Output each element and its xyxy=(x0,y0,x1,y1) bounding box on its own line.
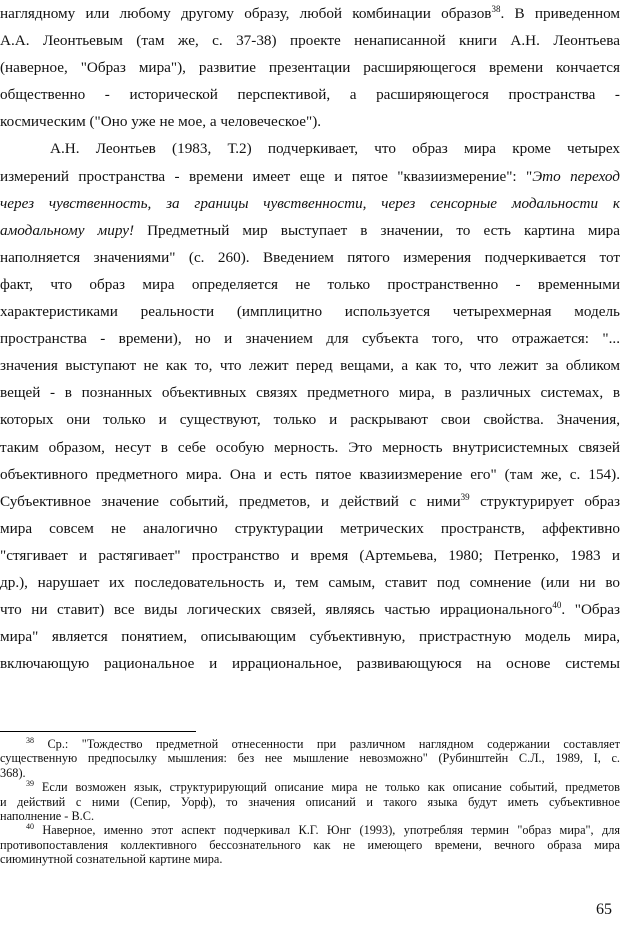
text-line: вещей - в познанных объективных связях предметного мира, в различных системах, в xyxy=(0,384,620,402)
text-line: которых они только и существуют, только и раскрывают свои свойства. Значения, xyxy=(0,411,620,429)
text-line: А.А. Леонтьевым (там же, с. 37-38) проекте ненаписанной книги А.Н. Леонтьева xyxy=(0,32,620,50)
text-line: "стягивает и растягивает" пространство и время (Артемьева, 1980; Петренко, 1983 и xyxy=(0,546,620,564)
text-line: таким образом, несут в себе особую мерность. Это мерность внутрисистемных связей xyxy=(0,438,620,456)
footnote-line: и действий с ними (Сепир, Уорф), то значения описаний и такого языка будут иметь субъективное xyxy=(0,794,620,809)
footnote-separator xyxy=(0,731,196,732)
footnote-39 xyxy=(0,780,620,823)
page-number: 65 xyxy=(596,901,612,918)
footnote-number: 38 xyxy=(26,736,34,745)
footnote-line: существенную предпосылку мышления: без нее мышление невозможно" (Рубинштейн С.Л., 1989, I, с. xyxy=(0,751,620,766)
text-line: А.Н. Леонтьев (1983, Т.2) подчеркивает, что образ мира кроме четырех xyxy=(50,140,620,158)
text-line: амодальному миру! Предметный мир выступает в значении, то есть картина мира xyxy=(0,221,620,239)
text-line: общественно - исторической перспективой, а расширяющегося пространства - xyxy=(0,86,620,104)
footnotes xyxy=(0,737,620,867)
footnote-line: наполнение - В.С. xyxy=(0,808,95,823)
text-line xyxy=(0,190,620,217)
text-line: космическим ("Оно уже не мое, а человеческое"). xyxy=(0,113,322,131)
footnote-line: сиюминутной сознательной картине мира. xyxy=(0,852,223,867)
text-line: включающую рациональное и иррациональное, развивающуюся на основе системы xyxy=(0,655,620,673)
italic-quote: через чувственность, за границы чувственности, через сенсорные модальности к xyxy=(0,194,620,212)
footnote-line: противопоставления коллективного бессознательного как не имеющего времени, вечного образа мира xyxy=(0,837,620,852)
footnote-number: 39 xyxy=(26,779,34,789)
italic-quote: Это переход xyxy=(532,167,620,185)
footnote-line: $^{40}$ Наверное, именно этот аспект подчеркивал К.Г. Юнг (1993), употребляя термин "образ мира", для xyxy=(26,822,620,838)
text-line: характеристиками реальности (имплицитно используется четырехмерная модель xyxy=(0,303,620,321)
text-line: др.), нарушает их последовательность и, тем самым, ставит под сомнение (или ни во xyxy=(0,573,620,591)
footnote-40 xyxy=(0,823,620,866)
text-line: мира" является понятием, описывающим субъективную, пристрастную модель мира, xyxy=(0,628,620,646)
text-line: Субъективное значение событий, предметов, и действий с ними$^{39}$ структурирует образ xyxy=(0,491,620,510)
footnote-38 xyxy=(0,737,620,780)
text-line: пространства - времени), но и значением для субъекта того, что отражается: "... xyxy=(0,330,620,348)
footnote-line: 368). xyxy=(0,765,26,780)
footnote-ref: 38 xyxy=(491,4,501,14)
text-line: мира совсем не аналогично структурации метрических пространств, аффективно xyxy=(0,519,620,537)
text-line: измерений пространства - времени имеет еще и пятое "квазиизмерение": "Это переход xyxy=(0,167,620,185)
text-line: что ни ставит) все виды логических связей, являясь частью иррационального$^{40}$. "Образ xyxy=(0,600,620,619)
text-line: (наверное, "Образ мира"), развитие презентации расширяющегося времени кончается xyxy=(0,59,620,77)
footnote-ref: 40 xyxy=(552,600,562,611)
text-line: факт, что образ мира определяется не только пространственно - временными xyxy=(0,275,620,293)
footnote-ref: 39 xyxy=(460,491,470,502)
text-line: наглядному или любому другому образу, любой комбинации образов$^{38}$. В приведенном xyxy=(0,4,620,22)
text-line: объективного предметного мира. Она и есть пятое квазиизмерение его" (там же, с. 154). xyxy=(0,465,620,483)
footnote-line: $^{39}$ Если возможен язык, структурирующий описание мира не только как описание событий, предметов xyxy=(26,779,620,795)
footnote-number: 40 xyxy=(26,822,34,832)
italic-quote: амодальному миру! xyxy=(0,221,135,239)
footnote-line: $^{38}$ Ср.: "Тождество предметной отнесенности при различном наглядном содержании составляет xyxy=(26,736,620,751)
text-line: значения выступают не как то, что лежит перед вещами, а как то, что лежит за обликом xyxy=(0,357,620,375)
text-line: наполняется значениями" (с. 260). Введением пятого измерения подчеркивается тот xyxy=(0,248,620,266)
